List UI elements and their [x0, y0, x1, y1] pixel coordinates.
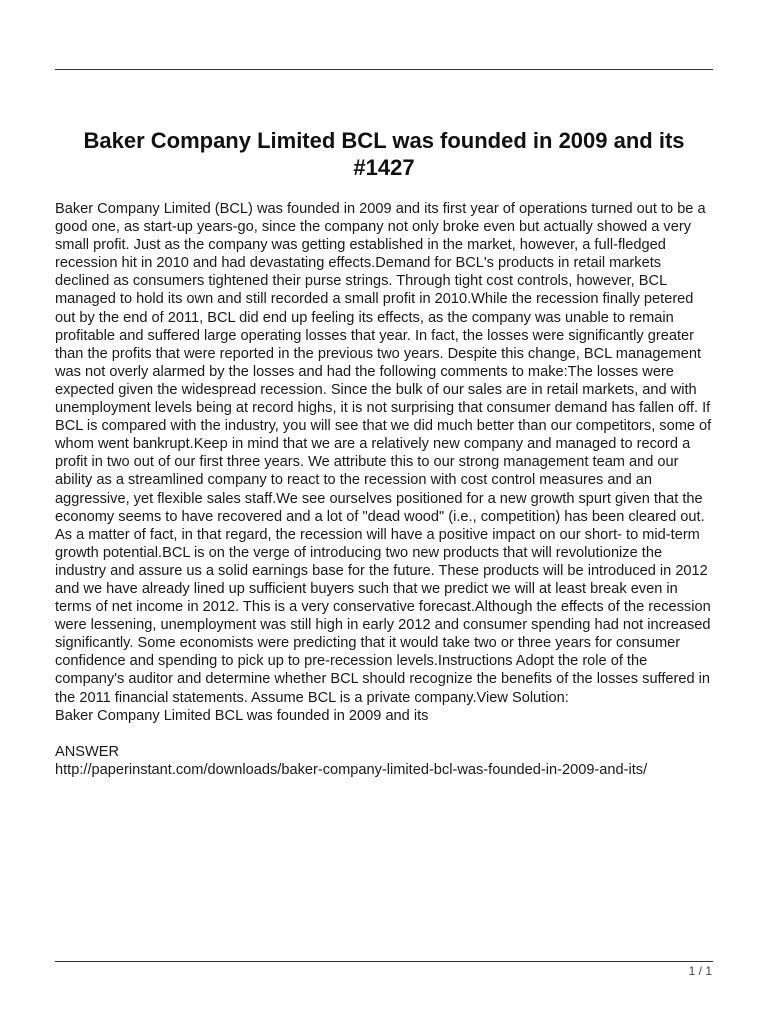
answer-link[interactable]: http://paperinstant.com/downloads/baker-company-limited-bcl-was-founded-in-2009-and-its/: [55, 761, 648, 778]
repeated-title-line: Baker Company Limited BCL was founded in 2009 and its: [55, 707, 429, 724]
document-body: [55, 200, 715, 779]
answer-label: ANSWER: [55, 743, 120, 760]
page-number: 1 / 1: [688, 964, 712, 978]
top-divider: [55, 69, 713, 70]
document-title: Baker Company Limited BCL was founded in 2009 and its #1427: [83, 128, 685, 180]
bottom-divider: [55, 961, 713, 962]
spacer: [55, 725, 715, 743]
body-paragraph: Baker Company Limited (BCL) was founded in 2009 and its first year of operations turned out to be a good one, as start-up years-go, since the company not only broke even but actually showed a very small profit. Just as the company was getting established in the market, however, a full-fledged recession hit in 2010 and had devastating effects.Demand for BCL's products in retail markets declined as consumers tightened their purse strings. Through tight cost controls, however, BCL managed to hold its own and still recorded a small profit in 2010.While the recession finally petered out by the end of 2011, BCL did end up feeling its effects, as the company was unable to remain profitable and suffered large operating losses that year. In fact, the losses were significantly greater than the profits that were reported in the previous two years. Despite this change, BCL management was not overly alarmed by the losses and had the following comments to make:The losses were expected given the widespread recession. Since the bulk of our sales are in retail markets, and with unemployment levels being at record highs, it is not surprising that consumer demand has fallen off. If BCL is compared with the industry, you will see that we did much better than our competitors, some of whom went bankrupt.Keep in mind that we are a relatively new company and managed to record a profit in two out of our first three years. We attribute this to our strong management team and our ability as a streamlined company to react to the recession with cost control measures and an aggressive, yet flexible sales staff.We see ourselves positioned for a new growth spurt given that the economy seems to have recovered and a lot of "dead wood" (i.e., competition) has been cleared out. As a matter of fact, in that regard, the recession will have a positive impact on our short- to mid-term growth potential.BCL is on the verge of introducing two new products that will revolutionize the industry and assure us a solid earnings base for the future. These products will be introduced in 2012 and we have already lined up sufficient buyers such that we predict we will at least break even in terms of net income in 2012. This is a very conservative forecast.Although the effects of the recession were lessening, unemployment was still high in early 2012 and consumer spending had not increased significantly. Some economists were predicting that it would take two or three years for consumer confidence and spending to pick up to pre-recession levels.Instructions Adopt the role of the company's auditor and determine whether BCL should recognize the benefits of the losses suffered in the 2011 financial statements. Assume BCL is a private company.View Solution:: [55, 201, 712, 706]
